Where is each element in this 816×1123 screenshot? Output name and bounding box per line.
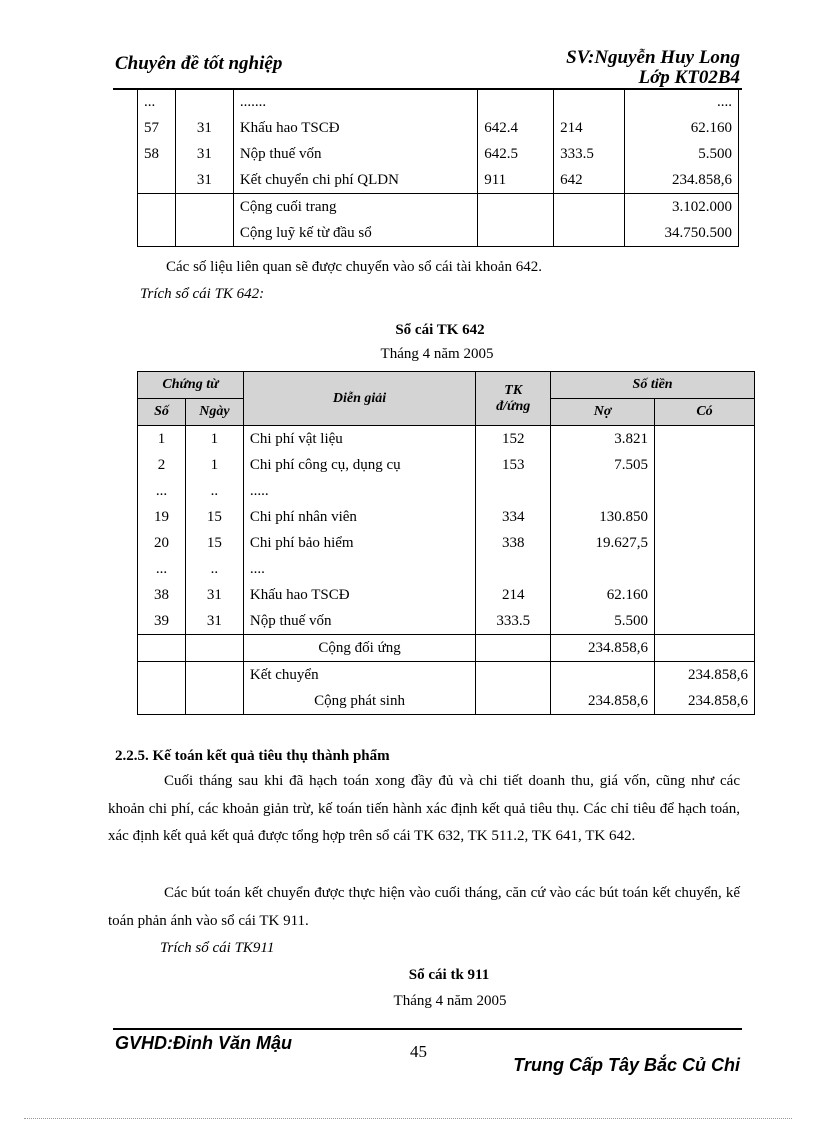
table-row (138, 115, 739, 141)
journal-cell: ....... (233, 89, 477, 115)
header-so-tien: Số tiền (551, 372, 755, 399)
ledger-cell: .. (185, 556, 243, 582)
ledger-cell: 214 (476, 582, 551, 608)
journal-cell: 31 (175, 167, 233, 194)
journal-total-label: Cộng cuối trang (233, 194, 477, 221)
ledger-cell (655, 582, 755, 608)
table-row (138, 478, 755, 504)
journal-cell (554, 89, 625, 115)
ledger-cell: 153 (476, 452, 551, 478)
journal-cell: 911 (478, 167, 554, 194)
ledger-cell: ... (138, 478, 186, 504)
ledger-cell: 333.5 (476, 608, 551, 635)
header-student: SV:Nguyễn Huy Long (566, 47, 740, 68)
table-row (138, 89, 739, 115)
section-para-2: Các bút toán kết chuyển được thực hiện vào cuối tháng, căn cứ vào các bút toán kết chuyển, kế toán phản ánh vào sổ cái TK 911. (108, 885, 740, 929)
table-row (138, 426, 755, 453)
journal-cell: 57 (138, 115, 176, 141)
ledger-642-subtitle: Tháng 4 năm 2005 (380, 346, 494, 362)
journal-table (137, 89, 739, 247)
cong-doi-ung-no: 234.858,6 (551, 635, 655, 662)
ket-chuyen-label: Kết chuyển (243, 662, 475, 689)
ledger-cell: .... (243, 556, 475, 582)
header-dien-giai: Diễn giải (243, 372, 475, 426)
page-number: 45 (410, 1042, 427, 1061)
ledger-cell (655, 530, 755, 556)
header-title: Chuyên đề tốt nghiệp (115, 53, 283, 74)
journal-total-value: 3.102.000 (625, 194, 739, 221)
journal-cell (175, 89, 233, 115)
journal-cell: 62.160 (625, 115, 739, 141)
ledger-cell: 15 (185, 530, 243, 556)
ledger-cell (655, 478, 755, 504)
ledger-cell (655, 556, 755, 582)
journal-cell: .... (625, 89, 739, 115)
table-row (138, 141, 739, 167)
journal-total-value: 34.750.500 (625, 220, 739, 247)
ledger-cell: .. (185, 478, 243, 504)
journal-cell: 31 (175, 141, 233, 167)
table-row (138, 167, 739, 194)
ledger-911-subtitle: Tháng 4 năm 2005 (393, 993, 507, 1009)
journal-cell: 642 (554, 167, 625, 194)
table-row (138, 556, 755, 582)
journal-cell: 5.500 (625, 141, 739, 167)
ledger-cell (476, 556, 551, 582)
journal-cell: Khấu hao TSCĐ (233, 115, 477, 141)
footer-instructor: GVHD:Đinh Văn Mậu (115, 1033, 293, 1053)
journal-cell (138, 167, 176, 194)
cong-doi-ung-label: Cộng đối ứng (243, 635, 475, 662)
header-so: Số (138, 399, 186, 426)
ledger-cell: 2 (138, 452, 186, 478)
ledger-cell: 130.850 (551, 504, 655, 530)
ledger-cell (551, 556, 655, 582)
journal-cell: 333.5 (554, 141, 625, 167)
ledger-cell: 31 (185, 582, 243, 608)
page-edge (24, 1118, 792, 1119)
table-row (138, 688, 755, 715)
table-header-row (138, 372, 755, 399)
ledger-642-title: Sổ cái TK 642 (395, 322, 485, 338)
footer-school: Trung Cấp Tây Bắc Củ Chi (513, 1055, 740, 1075)
ledger-cell: 152 (476, 426, 551, 453)
table-row (138, 635, 755, 662)
header-no: Nợ (551, 399, 655, 426)
ledger-cell: 3.821 (551, 426, 655, 453)
cong-phat-sinh-co: 234.858,6 (655, 688, 755, 715)
journal-cell: 214 (554, 115, 625, 141)
cong-phat-sinh-label: Cộng phát sinh (243, 688, 475, 715)
ledger-cell: 7.505 (551, 452, 655, 478)
journal-cell: 234.858,6 (625, 167, 739, 194)
table-row (138, 608, 755, 635)
ledger-cell: Nộp thuế vốn (243, 608, 475, 635)
ledger-cell: 38 (138, 582, 186, 608)
table-row (138, 504, 755, 530)
ledger-cell: 1 (185, 426, 243, 453)
ledger-cell: Chi phí bảo hiểm (243, 530, 475, 556)
ledger-cell: 15 (185, 504, 243, 530)
ledger-cell: 338 (476, 530, 551, 556)
ledger-911-title: Sổ cái tk 911 (408, 967, 490, 983)
header-co: Có (655, 399, 755, 426)
table-row (138, 220, 739, 247)
cong-phat-sinh-no: 234.858,6 (551, 688, 655, 715)
journal-cell (478, 89, 554, 115)
table-row (138, 662, 755, 689)
header-ngay: Ngày (185, 399, 243, 426)
ledger-cell: Chi phí công cụ, dụng cụ (243, 452, 475, 478)
ledger-cell: ... (138, 556, 186, 582)
ledger-cell: 20 (138, 530, 186, 556)
ledger-cell: 1 (138, 426, 186, 453)
header-chung-tu: Chứng từ (138, 372, 244, 399)
journal-cell: 58 (138, 141, 176, 167)
section-heading: 2.2.5. Kế toán kết quả tiêu thụ thành phẩm (115, 748, 390, 764)
ledger-cell: Chi phí nhân viên (243, 504, 475, 530)
journal-cell: Kết chuyển chi phí QLDN (233, 167, 477, 194)
header-student-info (566, 48, 740, 88)
ledger-cell: 62.160 (551, 582, 655, 608)
journal-cell: 31 (175, 115, 233, 141)
footer-divider (113, 1028, 742, 1030)
ledger-cell: 19 (138, 504, 186, 530)
ket-chuyen-co: 234.858,6 (655, 662, 755, 689)
ledger-cell: 31 (185, 608, 243, 635)
header-class: Lớp KT02B4 (638, 67, 740, 88)
ledger-cell (655, 504, 755, 530)
ledger-cell: 334 (476, 504, 551, 530)
ledger-cell (476, 478, 551, 504)
table-row (138, 530, 755, 556)
ledger-cell: Chi phí vật liệu (243, 426, 475, 453)
ledger-cell: 5.500 (551, 608, 655, 635)
header-tk-doi-ung: TK đ/ứng (476, 372, 551, 426)
journal-cell: 642.4 (478, 115, 554, 141)
section-para-1: Cuối tháng sau khi đã hạch toán xong đầy đủ và chi tiết doanh thu, giá vốn, cũng như các khoản chi phí, các khoản giản trừ, kế toán tiến hành xác định kết quả tiêu thụ. Các chỉ tiêu để hạch toán, xác định kết quả kết quả được tổng hợp trên sổ cái TK 632, TK 511.2, TK 641, TK 642. (108, 773, 740, 844)
journal-cell: Nộp thuế vốn (233, 141, 477, 167)
ledger-cell (655, 608, 755, 635)
journal-cell: ... (138, 89, 176, 115)
ledger-cell: 39 (138, 608, 186, 635)
ledger-cell: 1 (185, 452, 243, 478)
ledger-cell: 19.627,5 (551, 530, 655, 556)
ledger-642-table (137, 371, 755, 715)
table-row (138, 452, 755, 478)
ledger-cell (655, 426, 755, 453)
table-row (138, 582, 755, 608)
journal-cell: 642.5 (478, 141, 554, 167)
ledger-cell (551, 478, 655, 504)
intro-text: Các số liệu liên quan sẽ được chuyển vào sổ cái tài khoản 642. (166, 259, 542, 275)
table-row (138, 194, 739, 221)
excerpt-label-911: Trích sổ cái TK911 (160, 940, 275, 956)
ledger-cell: Khấu hao TSCĐ (243, 582, 475, 608)
excerpt-label-642: Trích sổ cái TK 642: (140, 286, 265, 302)
journal-total-label: Cộng luỹ kế từ đầu sổ (233, 220, 477, 247)
ledger-cell: ..... (243, 478, 475, 504)
ledger-cell (655, 452, 755, 478)
